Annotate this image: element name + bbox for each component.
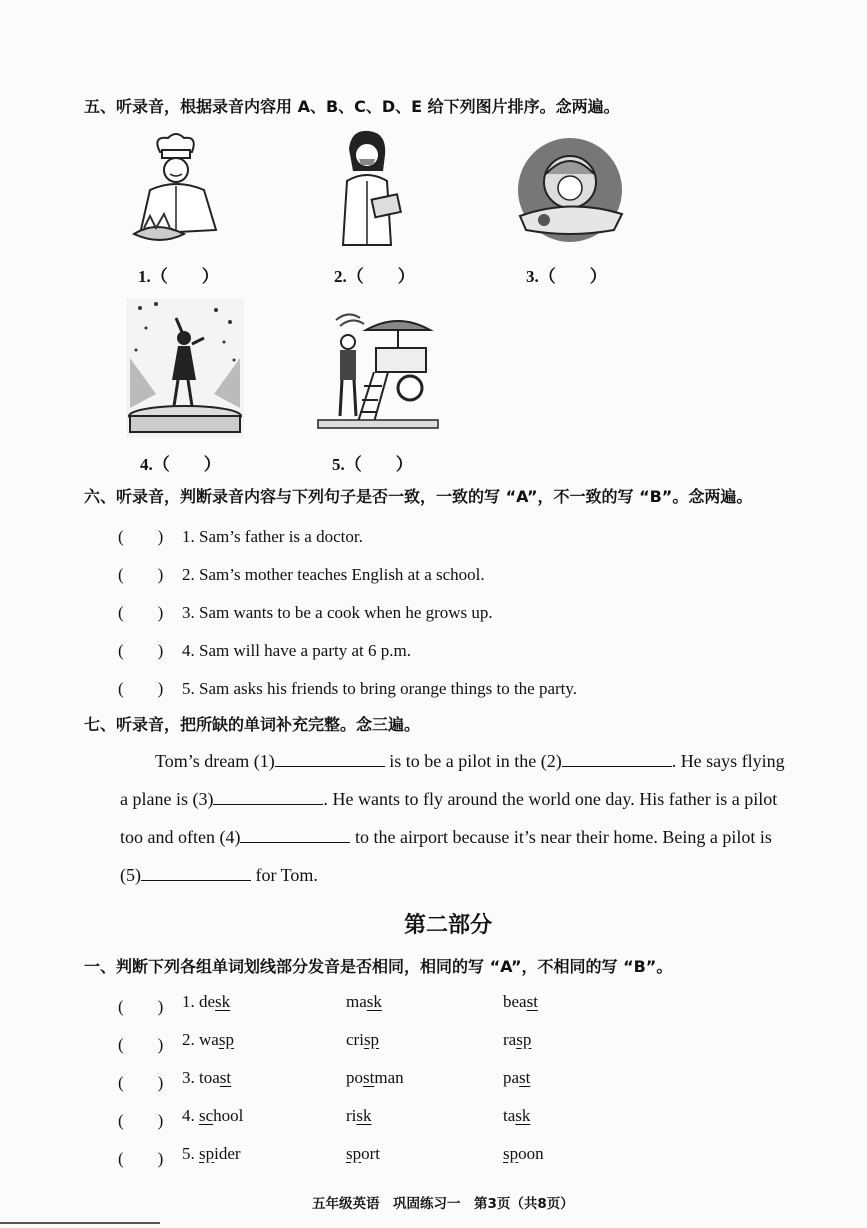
answer-paren[interactable]: ( ): [118, 641, 164, 660]
answer-paren[interactable]: ( ): [118, 679, 164, 698]
cloze-line-4: [120, 856, 318, 894]
underlined-letters: sp: [516, 1030, 532, 1049]
section5-heading: 五、听录音，根据录音内容用 A、B、C、D、E 给下列图片排序。念两遍。: [84, 97, 620, 116]
blank-5[interactable]: [141, 862, 251, 881]
statement-text: 3. Sam wants to be a cook when he grows up.: [182, 603, 493, 622]
answer-paren[interactable]: ( ): [118, 1073, 164, 1092]
page-footer: 五年级英语 巩固练习一 第3页（共8页）: [312, 1196, 574, 1212]
word-group-5-second: [346, 1144, 380, 1164]
section7-heading: 七、听录音，把所缺的单词补充完整。念三遍。: [84, 715, 421, 734]
cloze-text: . He says flying: [671, 751, 785, 771]
picture-label-1: 1.（ ）: [138, 267, 219, 286]
picture-label-4: 4.（ ）: [140, 455, 221, 474]
word: desk: [199, 992, 231, 1011]
word: spoon: [503, 1144, 544, 1163]
statement-2: [118, 560, 485, 585]
word-group-3-second: [346, 1068, 404, 1088]
underlined-letters: sp: [218, 1030, 234, 1049]
word: rasp: [503, 1030, 532, 1049]
underlined-letters: st: [526, 992, 538, 1011]
underlined-letters: sk: [366, 992, 382, 1011]
underlined-letters: st: [363, 1068, 375, 1087]
answer-paren[interactable]: ( ): [118, 603, 164, 622]
cloze-line-2: [120, 780, 777, 818]
underlined-letters: sp: [346, 1144, 362, 1163]
statement-text: 4. Sam will have a party at 6 p.m.: [182, 641, 411, 660]
underlined-letters: st: [519, 1068, 531, 1087]
picture-label-2: 2.（ ）: [334, 267, 415, 286]
picture-label-3: 3.（ ）: [526, 267, 607, 286]
answer-paren[interactable]: ( ): [118, 1111, 164, 1130]
statement-5: [118, 674, 577, 699]
word: beast: [503, 992, 538, 1011]
word: spider: [199, 1144, 241, 1163]
word: sport: [346, 1144, 381, 1163]
part2-title: 第二部分: [404, 913, 493, 938]
doctor-picture: [325, 125, 410, 250]
cloze-text: Tom’s dream (1): [155, 751, 275, 771]
answer-paren[interactable]: ( ): [118, 565, 164, 584]
cloze-text: (5): [120, 865, 141, 885]
answer-paren[interactable]: ( ): [118, 527, 164, 546]
underlined-letters: sk: [515, 1106, 531, 1125]
word-group-5-third: [503, 1144, 544, 1164]
word-group-5-first: 5. spider: [182, 1144, 241, 1163]
underlined-letters: st: [219, 1068, 232, 1087]
blank-2[interactable]: [562, 748, 672, 767]
word: past: [503, 1068, 531, 1087]
cloze-line-1: [155, 742, 785, 780]
word-group-2-third: [503, 1030, 531, 1050]
word-group-4-third: [503, 1106, 530, 1126]
word: task: [503, 1106, 531, 1125]
word: school: [199, 1106, 244, 1125]
blank-3[interactable]: [213, 786, 323, 805]
word: toast: [199, 1068, 232, 1087]
cloze-text: too and often (4): [120, 827, 241, 847]
underlined-letters: sp: [199, 1144, 215, 1163]
word: postman: [346, 1068, 404, 1087]
underlined-letters: sk: [215, 992, 231, 1011]
statement-4: [118, 636, 411, 661]
blank-1[interactable]: [275, 748, 385, 767]
blank-4[interactable]: [240, 824, 350, 843]
word: wasp: [199, 1030, 234, 1049]
word-group-3-first: 3. toast: [182, 1068, 232, 1087]
scan-edge-line: [0, 1222, 160, 1224]
underlined-letters: sc: [199, 1106, 214, 1125]
lifeguard-picture: [318, 308, 438, 430]
picture-label-5: 5.（ ）: [332, 455, 413, 474]
chef-picture: [120, 130, 230, 252]
statement-1: [118, 522, 363, 547]
underlined-letters: sp: [363, 1030, 380, 1049]
word: crisp: [346, 1030, 380, 1049]
pilot-picture: [514, 138, 628, 248]
cloze-text: . He wants to fly around the world one day. His father is a pilot: [323, 789, 778, 809]
cloze-text: to the airport because it’s near their home. Being a pilot is: [350, 827, 772, 847]
underlined-letters: sp: [503, 1144, 519, 1163]
statement-text: 1. Sam’s father is a doctor.: [182, 527, 363, 546]
cloze-text: a plane is (3): [120, 789, 214, 809]
part2-heading: 一、判断下列各组单词划线部分发音是否相同，相同的写 “A”，不相同的写 “B”。: [84, 957, 673, 976]
word-group-1-second: [346, 992, 382, 1012]
word-group-4-first: 4. school: [182, 1106, 244, 1125]
statement-3: [118, 598, 493, 623]
word-group-3-third: [503, 1068, 530, 1088]
answer-paren[interactable]: ( ): [118, 997, 164, 1016]
statement-text: 5. Sam asks his friends to bring orange things to the party.: [182, 679, 578, 698]
statement-text: 2. Sam’s mother teaches English at a school.: [182, 565, 485, 584]
underlined-letters: sk: [356, 1106, 372, 1125]
word: risk: [346, 1106, 372, 1125]
word-group-2-first: 2. wasp: [182, 1030, 234, 1049]
word-group-1-first: 1. desk: [182, 992, 231, 1011]
word-group-2-second: [346, 1030, 379, 1050]
answer-paren[interactable]: ( ): [118, 1149, 164, 1168]
section6-heading: 六、听录音，判断录音内容与下列句子是否一致，一致的写 “A”，不一致的写 “B”。念两遍。: [84, 487, 753, 506]
cloze-line-3: [120, 818, 772, 856]
answer-paren[interactable]: ( ): [118, 1035, 164, 1054]
cloze-text: is to be a pilot in the (2): [384, 751, 562, 771]
word-group-1-third: [503, 992, 538, 1012]
singer-picture: [126, 298, 244, 438]
word-group-4-second: [346, 1106, 372, 1126]
word: mask: [346, 992, 382, 1011]
cloze-text: for Tom.: [251, 865, 318, 885]
